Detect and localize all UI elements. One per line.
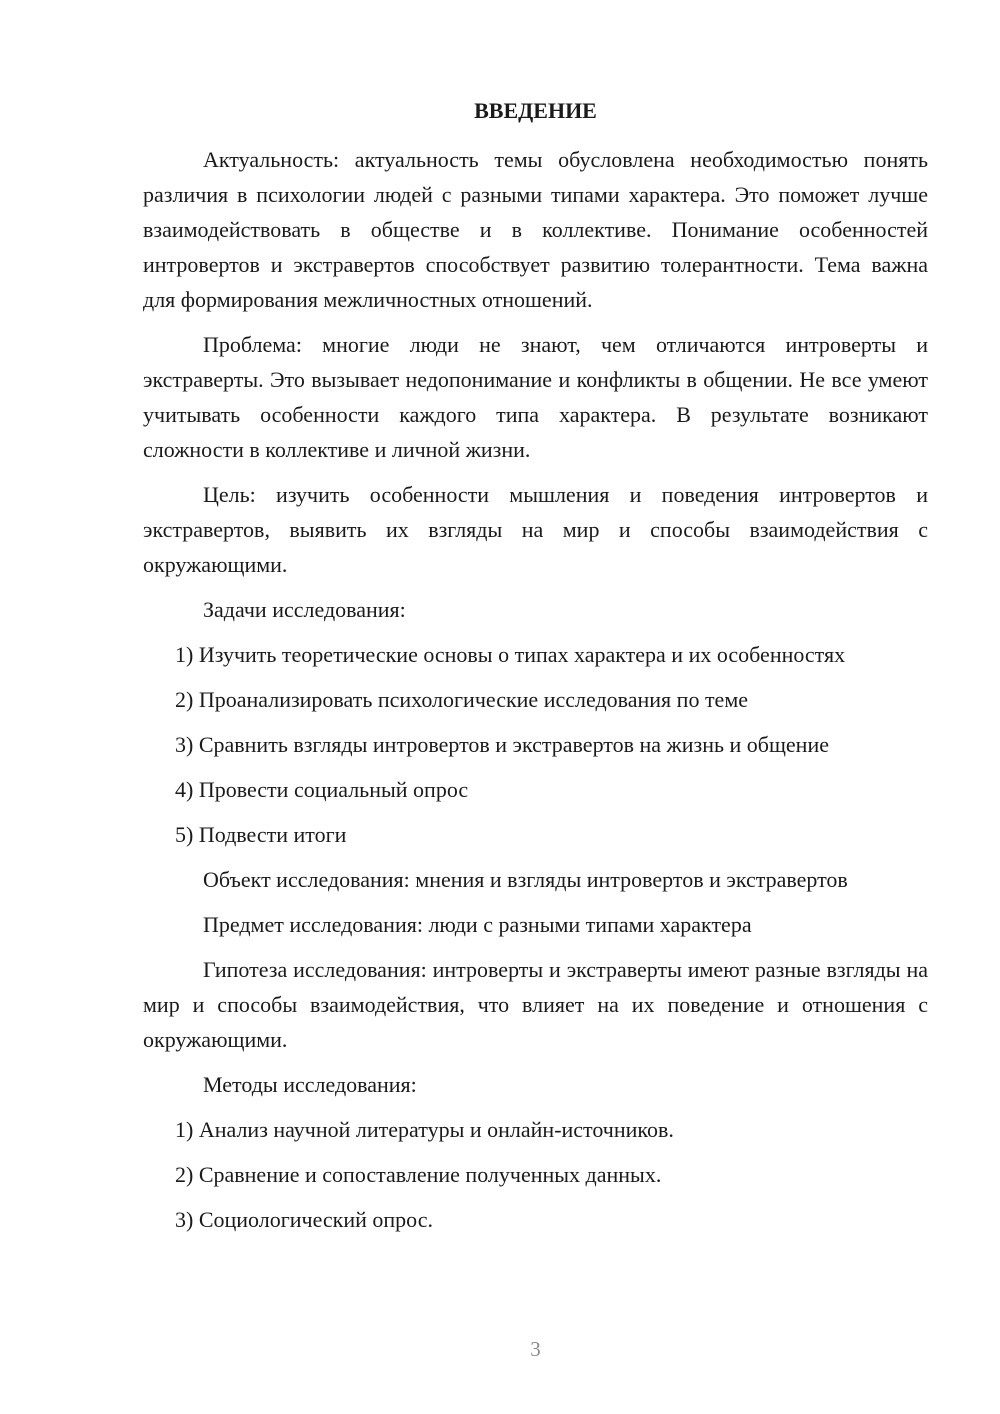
list-item: 3) Сравнить взгляды интровертов и экстравертов на жизнь и общение — [175, 732, 829, 757]
tasks-heading: Задачи исследования: — [203, 597, 406, 622]
list-item: 2) Проанализировать психологические исследования по теме — [175, 687, 749, 712]
object-paragraph: Объект исследования: мнения и взгляды интровертов и экстравертов — [203, 867, 848, 892]
list-item: 4) Провести социальный опрос — [175, 777, 469, 802]
list-item: 3) Социологический опрос. — [175, 1207, 433, 1232]
methods-list — [143, 1112, 928, 1237]
subject-paragraph: Предмет исследования: люди с разными типами характера — [203, 912, 752, 937]
document-page — [143, 0, 928, 1414]
page-number: 3 — [530, 1337, 541, 1361]
methods-heading: Методы исследования: — [203, 1072, 417, 1097]
list-item: 2) Сравнение и сопоставление полученных данных. — [175, 1162, 662, 1187]
goal-paragraph: Цель: изучить особенности мышления и поведения интровертов и экстравертов, выявить их взгляды на мир и способы взаимодействия с окружающими. — [143, 482, 928, 577]
list-item: 5) Подвести итоги — [175, 822, 347, 847]
problem-paragraph: Проблема: многие люди не знают, чем отличаются интроверты и экстраверты. Это вызывает недопонимание и конфликты в общении. Не все умеют учитывать особенности каждого типа характера. В результате возникают сложности в коллективе и личной жизни. — [143, 332, 928, 462]
document-body — [143, 142, 928, 1247]
page-title: ВВЕДЕНИЕ — [474, 98, 597, 123]
list-item: 1) Анализ научной литературы и онлайн-источников. — [175, 1117, 674, 1142]
list-item: 1) Изучить теоретические основы о типах характера и их особенностях — [175, 642, 846, 667]
relevance-paragraph: Актуальность: актуальность темы обусловлена необходимостью понять различия в психологии людей с разными типами характера. Это поможет лучше взаимодействовать в обществе и в коллективе. Понимание особенностей интровертов и экстравертов способствует развитию толерантности. Тема важна для формирования межличностных отношений. — [143, 147, 928, 312]
tasks-list — [143, 637, 928, 852]
hypothesis-paragraph: Гипотеза исследования: интроверты и экстраверты имеют разные взгляды на мир и способы взаимодействия, что влияет на их поведение и отношения с окружающими. — [143, 957, 928, 1052]
